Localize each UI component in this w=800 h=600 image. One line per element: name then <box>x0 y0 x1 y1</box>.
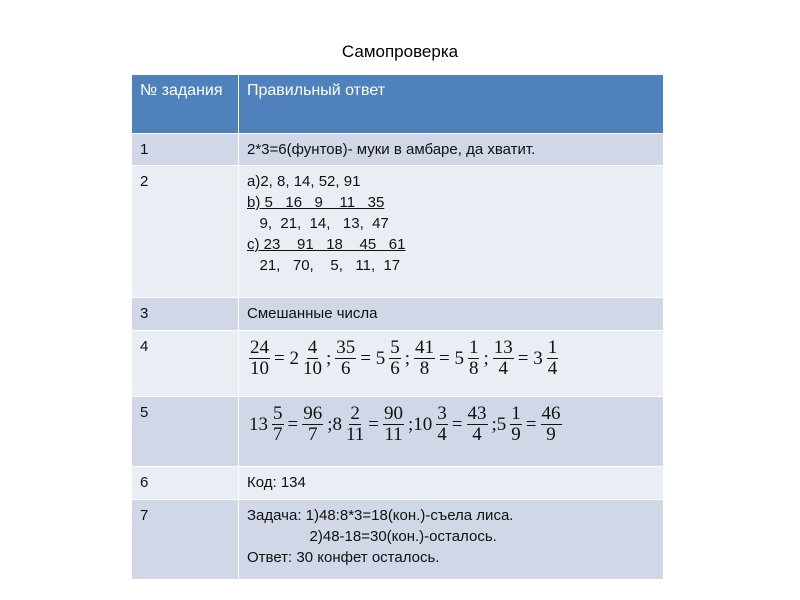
denominator: 10 <box>250 358 269 379</box>
denominator: 11 <box>384 424 403 445</box>
math-text: ; <box>483 348 489 369</box>
fraction <box>346 404 364 445</box>
math-text: 13 <box>249 414 268 435</box>
answer-line: 2*3=6(фунтов)- муки в амбаре, да хватит. <box>247 141 536 158</box>
task-number: 3 <box>132 298 239 331</box>
fraction <box>389 338 401 379</box>
numerator: 43 <box>467 403 487 424</box>
answer-cell <box>239 397 664 467</box>
numerator: 35 <box>336 337 356 358</box>
denominator: 4 <box>498 358 508 379</box>
fraction <box>510 404 522 445</box>
numerator: 1 <box>511 403 521 424</box>
table-row <box>132 166 664 298</box>
denominator: 8 <box>419 358 430 379</box>
table-row <box>132 397 664 467</box>
answer-line: Ответ: 30 конфет осталось. <box>247 549 440 566</box>
numerator: 4 <box>307 337 318 358</box>
numerator: 90 <box>384 403 404 424</box>
fraction <box>541 404 562 445</box>
fraction <box>467 404 488 445</box>
fraction <box>414 338 435 379</box>
numerator: 41 <box>415 337 434 358</box>
answer-line: 2)48-18=30(кон.)-осталось. <box>247 528 497 545</box>
math-text: = <box>451 414 463 435</box>
task-number: 6 <box>132 467 239 500</box>
math-text: = <box>368 414 380 435</box>
answer-cell <box>239 467 664 500</box>
answer-line: 21, 70, 5, 11, 17 <box>247 257 401 274</box>
denominator: 7 <box>273 424 283 445</box>
answer-line: Код: 134 <box>247 474 306 491</box>
math-text: ;10 <box>408 414 433 435</box>
numerator: 13 <box>493 337 513 358</box>
numerator: 1 <box>547 337 558 358</box>
answer-line: Смешанные числа <box>247 305 378 322</box>
answers-table <box>131 74 664 580</box>
denominator: 4 <box>437 424 447 445</box>
table-row <box>132 134 664 166</box>
table-header <box>132 75 664 134</box>
task-number: 4 <box>132 331 239 397</box>
numerator: 3 <box>437 403 447 424</box>
math-expression <box>247 404 655 445</box>
math-text: = <box>287 414 299 435</box>
denominator: 6 <box>390 358 400 379</box>
answer-line: b) 5 16 9 11 35 <box>247 194 385 211</box>
denominator: 11 <box>346 424 365 445</box>
answer-line: 9, 21, 14, 13, 47 <box>247 215 389 232</box>
denominator: 4 <box>472 424 482 445</box>
numerator: 46 <box>541 403 561 424</box>
math-text: = <box>525 414 537 435</box>
numerator: 2 <box>350 403 360 424</box>
math-text: = 3 <box>517 348 543 369</box>
task-number: 1 <box>132 134 239 166</box>
fraction <box>272 404 284 445</box>
fraction <box>335 338 356 379</box>
fraction <box>383 404 404 445</box>
answer-cell <box>239 500 664 580</box>
math-expression <box>247 338 655 379</box>
math-text: ;5 <box>491 414 507 435</box>
denominator: 8 <box>468 358 479 379</box>
table-row <box>132 298 664 331</box>
denominator: 6 <box>341 358 351 379</box>
numerator: 1 <box>468 337 479 358</box>
denominator: 4 <box>547 358 558 379</box>
task-number: 7 <box>132 500 239 580</box>
answer-line: Задача: 1)48:8*3=18(кон.)-съела лиса. <box>247 507 514 524</box>
math-text: ; <box>325 348 332 369</box>
table-row <box>132 331 664 397</box>
fraction <box>493 338 514 379</box>
denominator: 10 <box>302 358 322 379</box>
answer-cell <box>239 298 664 331</box>
denominator: 9 <box>546 424 556 445</box>
fraction <box>436 404 448 445</box>
answer-cell <box>239 166 664 298</box>
fraction <box>547 338 559 379</box>
math-text: = 5 <box>439 348 464 369</box>
fraction <box>468 338 480 379</box>
fraction <box>303 338 322 379</box>
numerator: 24 <box>250 337 269 358</box>
math-text: ;8 <box>327 414 342 435</box>
task-number: 5 <box>132 397 239 467</box>
numerator: 5 <box>273 403 283 424</box>
header-correct-answer: Правильный ответ <box>239 75 664 134</box>
answer-line: c) 23 91 18 45 61 <box>247 236 406 253</box>
fraction <box>249 338 270 379</box>
answer-cell <box>239 331 664 397</box>
task-number: 2 <box>132 166 239 298</box>
denominator: 9 <box>511 424 521 445</box>
math-text: = 5 <box>360 348 386 369</box>
math-text: ; <box>404 348 410 369</box>
denominator: 7 <box>307 424 318 445</box>
header-task-number: № задания <box>132 75 239 134</box>
answer-line: a)2, 8, 14, 52, 91 <box>247 173 361 190</box>
numerator: 5 <box>390 337 400 358</box>
fraction <box>302 404 323 445</box>
numerator: 96 <box>303 403 323 424</box>
table-row <box>132 467 664 500</box>
math-text: = 2 <box>274 348 299 369</box>
slide-title: Самопроверка <box>341 42 459 61</box>
table-row <box>132 500 664 580</box>
answer-cell <box>239 134 664 166</box>
